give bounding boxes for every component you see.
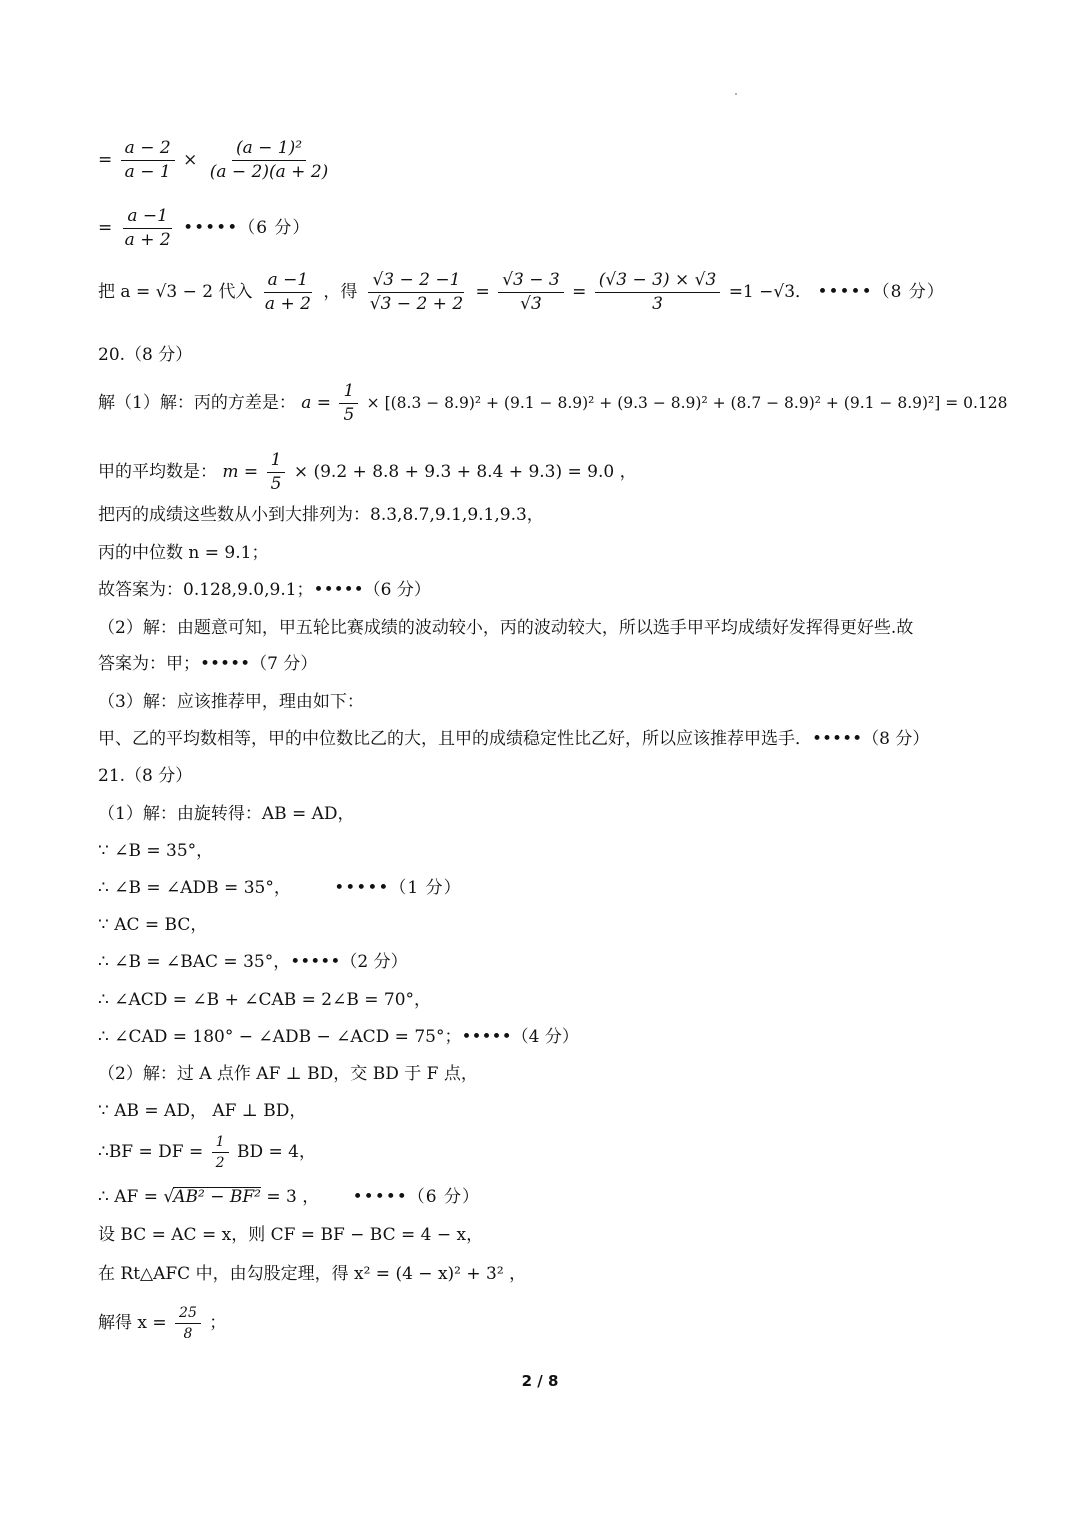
q21-line-12: 设 BC = AC = x，则 CF = BF − BC = 4 − x， (98, 1225, 484, 1245)
q20-median-line: 丙的中位数 n = 9.1； (98, 543, 269, 563)
connector-text: ，得 (323, 282, 358, 302)
radical-sign: √ (163, 1187, 175, 1207)
variance-expression: × [(8.3 − 8.9)² + (9.1 − 8.9)² + (9.3 − 8.9)² + (8.7 − 8.9)² + (9.1 − 8.9)²] = 0.128 (366, 394, 1008, 412)
denominator: a − 1 (124, 162, 171, 182)
q21-line-7: ∴ ∠CAD = 180° − ∠ADB − ∠ACD = 75°；•••••（4 分） (98, 1027, 579, 1047)
variance-label: 解（1）解：丙的方差是： (98, 393, 296, 413)
equals-sign: = (475, 282, 490, 302)
score-marker: •••••（1 分） (334, 878, 462, 898)
q21-line-6: ∴ ∠ACD = ∠B + ∠CAB = 2∠B = 70°， (98, 990, 432, 1010)
denominator: √3 − 2 + 2 (369, 294, 464, 314)
q21-line-11 (98, 1187, 480, 1206)
equation-line-1 (98, 140, 335, 181)
numerator: 1 (267, 452, 286, 473)
equation-line-2 (98, 208, 310, 249)
q21-line-5: ∴ ∠B = ∠BAC = 35°，•••••（2 分） (98, 952, 408, 972)
q21-line-4: ∵ AC = BC， (98, 915, 208, 935)
q21-line-14 (98, 1306, 226, 1341)
denominator: 8 (183, 1326, 193, 1342)
question-21-heading: 21.（8 分） (98, 766, 193, 786)
numerator: a − 2 (121, 140, 175, 161)
fraction (212, 1135, 229, 1170)
score-marker: •••••（6 分） (352, 1187, 480, 1207)
score-marker: •••••（6 分） (183, 218, 311, 238)
numerator: √3 − 3 (498, 272, 564, 293)
numerator: √3 − 2 −1 (368, 272, 464, 293)
fraction (261, 272, 315, 313)
q21-line-13: 在 Rt△AFC 中，由勾股定理，得 x² = (4 − x)² + 3² ， (98, 1264, 527, 1284)
fraction (595, 272, 720, 313)
fraction (206, 140, 333, 181)
substitution-line (98, 272, 945, 313)
af-result: = 3 ， (266, 1187, 320, 1207)
fraction (121, 208, 175, 249)
scan-speck (735, 93, 737, 95)
denominator: 3 (652, 294, 663, 314)
fraction (366, 272, 467, 313)
variable-a: a = (301, 393, 332, 413)
variable-m: m = (222, 462, 259, 482)
fraction (498, 272, 564, 313)
q21-line-1: （1）解：由旋转得：AB = AD， (98, 804, 355, 824)
segment-result: BD = 4， (236, 1142, 316, 1162)
q20-part-3-line: （3）解：应该推荐甲，理由如下： (98, 692, 364, 712)
segment-statement: ∴BF = DF = (98, 1142, 204, 1162)
q21-line-9: ∵ AB = AD， AF ⊥ BD， (98, 1101, 307, 1121)
denominator: 2 (215, 1155, 225, 1171)
q20-sorted-line: 把丙的成绩这些数从小到大排列为：8.3,8.7,9.1,9.1,9.3， (98, 505, 544, 525)
fraction (267, 452, 286, 493)
substitution-text: 把 a = √3 − 2 代入 (98, 282, 253, 302)
q21-line-3 (98, 880, 462, 897)
q20-variance-line (98, 383, 1008, 424)
af-statement: ∴ AF = (98, 1187, 158, 1207)
radicand: AB² − BF² (173, 1187, 261, 1207)
numerator: (a − 1)² (232, 140, 306, 161)
score-marker: •••••（8 分） (817, 282, 945, 302)
equals-sign: = (98, 150, 113, 170)
denominator: √3 (520, 294, 542, 314)
denominator: 5 (270, 474, 282, 494)
question-20-heading: 20.（8 分） (98, 345, 193, 365)
q21-line-10 (98, 1135, 316, 1170)
denominator: 5 (343, 405, 355, 425)
numerator: 1 (339, 383, 358, 404)
q20-mean-line (98, 452, 637, 493)
equals-sign: = (572, 282, 587, 302)
numerator: a −1 (123, 208, 172, 229)
equals-sign: = (98, 218, 113, 238)
times-sign: × (183, 150, 198, 170)
result-text: =1 −√3． (728, 282, 813, 302)
solution-text: 解得 x = (98, 1313, 167, 1333)
denominator: (a − 2)(a + 2) (209, 162, 329, 182)
numerator: 1 (212, 1135, 229, 1153)
q21-line-2: ∵ ∠B = 35°， (98, 841, 214, 861)
q21-line-8: （2）解：过 A 点作 AF ⊥ BD，交 BD 于 F 点， (98, 1064, 478, 1084)
q20-answer-1-line: 故答案为：0.128,9.0,9.1；•••••（6 分） (98, 580, 431, 600)
q20-part-2-line: （2）解：由题意可知，甲五轮比赛成绩的波动较小，丙的波动较大，所以选手甲平均成绩好发挥得更好些.故 (98, 618, 914, 638)
page-number: 2 / 8 (521, 1372, 559, 1390)
q20-answer-2-line: 答案为：甲；•••••（7 分） (98, 654, 318, 674)
numerator: (√3 − 3) × √3 (595, 272, 720, 293)
angle-statement: ∴ ∠B = ∠ADB = 35°， (98, 878, 291, 898)
semicolon: ； (209, 1313, 227, 1333)
fraction (175, 1306, 201, 1341)
mean-expression: × (9.2 + 8.8 + 9.3 + 8.4 + 9.3) = 9.0 ， (293, 462, 637, 482)
fraction (339, 383, 358, 424)
denominator: a + 2 (124, 230, 171, 250)
fraction (121, 140, 175, 181)
numerator: 25 (175, 1306, 201, 1324)
denominator: a + 2 (264, 294, 311, 314)
numerator: a −1 (264, 272, 313, 293)
q20-reason-line: 甲、乙的平均数相等，甲的中位数比乙的大，且甲的成绩稳定性比乙好，所以应该推荐甲选手．•••••（8 分） (98, 729, 930, 749)
mean-label: 甲的平均数是： (98, 462, 217, 482)
